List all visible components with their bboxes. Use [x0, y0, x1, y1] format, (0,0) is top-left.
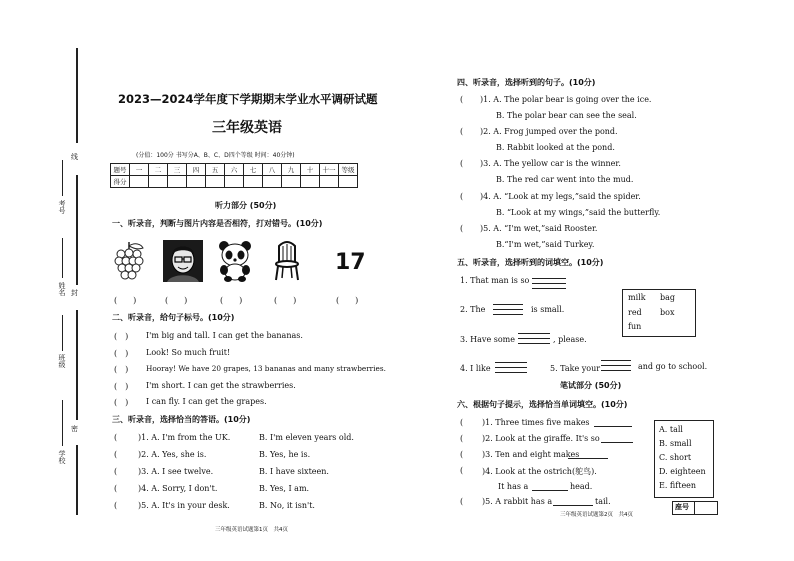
fill-sentence: 4. I like: [460, 364, 491, 373]
name-field[interactable]: [62, 238, 63, 278]
sentence-option-b: B. Rabbit looked at the pond.: [496, 143, 615, 152]
score-input[interactable]: [320, 176, 339, 188]
question-text: )4. Look at the ostrich(鸵鸟).: [482, 467, 597, 476]
fill-blank[interactable]: [493, 302, 523, 315]
score-cell: 八: [263, 164, 282, 176]
score-input[interactable]: [301, 176, 320, 188]
score-cell: 四: [187, 164, 206, 176]
seal-label: 线: [71, 153, 78, 161]
question-option-b: B. Yes, I am.: [259, 484, 310, 493]
score-table: [110, 163, 358, 188]
man-portrait-icon: [163, 240, 203, 282]
answer-bracket[interactable]: (: [460, 466, 464, 475]
sentence-option-a: )1. A. The polar bear is going over the ice.: [480, 95, 652, 104]
fill-blank[interactable]: [518, 331, 550, 344]
section-3-title: 三、听录音，选择恰当的答语。(10分): [112, 415, 251, 424]
fill-sentence: and go to school.: [638, 362, 708, 371]
seat-divider: [694, 501, 695, 515]
answer-bracket[interactable]: ( ): [165, 296, 188, 305]
word-option: milk: [628, 293, 646, 302]
word-option: B. small: [659, 439, 692, 448]
answer-bracket[interactable]: ( ): [114, 349, 129, 358]
question-text: tail.: [595, 497, 611, 506]
sentence-option-b: B. The red car went into the mud.: [496, 175, 634, 184]
answer-bracket[interactable]: (: [114, 433, 118, 442]
question-option-a: )4. A. Sorry, I don't.: [138, 484, 218, 493]
fill-sentence: 1. That man is so: [460, 276, 530, 285]
section-2-title: 二、听录音，给句子标号。(10分): [112, 313, 235, 322]
score-cell: 十: [301, 164, 320, 176]
page-footer: 三年级英语试题第2页 共4页: [560, 512, 633, 518]
sentence-option-b: B. The polar bear can see the seal.: [496, 111, 637, 120]
list-item: I'm short. I can get the strawberries.: [146, 381, 296, 390]
word-option: box: [660, 308, 675, 317]
fill-blank[interactable]: [495, 360, 527, 373]
answer-bracket[interactable]: (: [460, 497, 464, 506]
word-option: E. fifteen: [659, 481, 697, 490]
question-option-a: )5. A. It's in your desk.: [138, 501, 230, 510]
question-text: )5. A rabbit has a: [482, 497, 553, 506]
answer-bracket[interactable]: (: [460, 95, 464, 104]
page-footer: 三年级英语试题第1页 共4页: [215, 527, 288, 533]
exam-no-field[interactable]: [62, 160, 63, 196]
answer-bracket[interactable]: (: [460, 224, 464, 233]
section-4-title: 四、听录音，选择听到的句子。(10分): [457, 78, 596, 87]
binding-line: [76, 445, 78, 515]
answer-bracket[interactable]: ( ): [114, 365, 129, 374]
fill-blank[interactable]: [532, 490, 568, 491]
answer-bracket[interactable]: ( ): [274, 296, 297, 305]
score-cell: 七: [244, 164, 263, 176]
answer-bracket[interactable]: ( ): [114, 296, 137, 305]
answer-bracket[interactable]: ( ): [114, 398, 129, 407]
answer-bracket[interactable]: (: [460, 192, 464, 201]
score-input[interactable]: [263, 176, 282, 188]
question-text: )2. Look at the giraffe. It's so: [482, 434, 600, 443]
answer-bracket[interactable]: (: [114, 484, 118, 493]
question-option-a: )1. A. I'm from the UK.: [138, 433, 231, 442]
answer-bracket[interactable]: (: [460, 127, 464, 136]
listening-header: 听力部分 (50分): [215, 201, 277, 210]
answer-bracket[interactable]: ( ): [114, 382, 129, 391]
class-field[interactable]: [62, 315, 63, 351]
school-label: 学校: [58, 450, 66, 464]
class-label: 班级: [58, 354, 66, 368]
answer-bracket[interactable]: ( ): [114, 332, 129, 341]
seat-label: 座号: [675, 503, 689, 511]
score-cell: 十一: [320, 164, 339, 176]
binding-line: [76, 175, 78, 285]
section-6-title: 六、根据句子提示，选择恰当单词填空。(10分): [457, 400, 628, 409]
score-cell: 九: [282, 164, 301, 176]
name-label: 姓名: [58, 282, 66, 296]
score-input[interactable]: [339, 176, 358, 188]
score-cell: 等级: [339, 164, 358, 176]
fill-sentence: 3. Have some: [460, 335, 515, 344]
grapes-icon: [111, 240, 147, 282]
score-cell: 得分: [111, 176, 130, 188]
fill-sentence: 2. The: [460, 305, 486, 314]
word-option: fun: [628, 322, 642, 331]
seal-label: 密: [71, 425, 78, 433]
list-item: Look! So much fruit!: [146, 348, 231, 357]
section-1-title: 一、听录音，判断与图片内容是否相符，打对错号。(10分): [112, 219, 323, 228]
score-cell: 三: [168, 164, 187, 176]
answer-bracket[interactable]: (: [114, 450, 118, 459]
binding-line: [76, 48, 78, 143]
list-item: I can fly. I can get the grapes.: [146, 397, 267, 406]
question-option-b: B. I'm eleven years old.: [259, 433, 354, 442]
score-table-score-row: [111, 176, 358, 188]
score-cell: 六: [225, 164, 244, 176]
exam-subject: 三年级英语: [212, 120, 282, 136]
answer-bracket[interactable]: (: [114, 467, 118, 476]
answer-bracket[interactable]: ( ): [220, 296, 243, 305]
score-input[interactable]: [244, 176, 263, 188]
word-option: C. short: [659, 453, 692, 462]
answer-bracket[interactable]: (: [114, 501, 118, 510]
seal-label: 封: [71, 289, 78, 297]
answer-bracket[interactable]: (: [460, 434, 464, 443]
written-header: 笔试部分 (50分): [560, 381, 622, 390]
fill-blank[interactable]: [601, 442, 633, 443]
answer-bracket[interactable]: (: [460, 450, 464, 459]
binding-line: [76, 310, 78, 420]
score-cell: 一: [130, 164, 149, 176]
fill-blank[interactable]: [532, 276, 566, 289]
word-option: A. tall: [659, 425, 683, 434]
exam-title: 2023—2024学年度下学期期末学业水平调研试题: [118, 92, 378, 106]
list-item: I'm big and tall. I can get the bananas.: [146, 331, 303, 340]
question-text: head.: [570, 482, 593, 491]
chair-icon: [272, 240, 302, 282]
score-input[interactable]: [206, 176, 225, 188]
school-field[interactable]: [62, 400, 63, 446]
question-option-a: )3. A. I see twelve.: [138, 467, 214, 476]
fill-blank[interactable]: [568, 458, 608, 459]
score-cell: 二: [149, 164, 168, 176]
fill-sentence: is small.: [531, 305, 565, 314]
question-option-b: B. No, it isn't.: [259, 501, 315, 510]
question-option-b: B. I have sixteen.: [259, 467, 329, 476]
question-text: )3. Ten and eight makes: [482, 450, 580, 459]
list-item: Hooray! We have 20 grapes, 13 bananas and many strawberries.: [146, 364, 386, 373]
fill-sentence: , please.: [553, 335, 587, 344]
score-cell: 题号: [111, 164, 130, 176]
score-cell: 五: [206, 164, 225, 176]
answer-bracket[interactable]: (: [460, 418, 464, 427]
sentence-option-b: B.“I'm wet,”said Turkey.: [496, 240, 595, 249]
fill-blank[interactable]: [594, 426, 632, 427]
word-option: D. eighteen: [659, 467, 706, 476]
question-text: )1. Three times five makes: [482, 418, 590, 427]
number-picture: 17: [335, 250, 366, 275]
fill-sentence: 5. Take your: [550, 364, 601, 373]
word-option: red: [628, 308, 642, 317]
question-text: It has a: [498, 482, 529, 491]
sentence-option-a: )2. A. Frog jumped over the pond.: [480, 127, 618, 136]
word-option: bag: [660, 293, 676, 302]
exam-info: (分值：100分 书写分A、B、C、D四个等级 时间：40分钟): [136, 152, 295, 159]
score-input[interactable]: [282, 176, 301, 188]
sentence-option-a: )5. A. “I'm wet,”said Rooster.: [480, 224, 598, 233]
answer-bracket[interactable]: ( ): [336, 296, 359, 305]
fill-blank[interactable]: [553, 505, 593, 506]
score-input[interactable]: [187, 176, 206, 188]
sentence-option-a: )4. A. “Look at my legs,”said the spider.: [480, 192, 641, 201]
sentence-option-b: B. “Look at my wings,”said the butterfly.: [496, 208, 661, 217]
score-input[interactable]: [149, 176, 168, 188]
score-input[interactable]: [130, 176, 149, 188]
exam-no-label: 考号: [58, 200, 66, 214]
score-input[interactable]: [168, 176, 187, 188]
panda-icon: [217, 240, 253, 282]
section-5-title: 五、听录音，选择听到的词填空。(10分): [457, 258, 604, 267]
sentence-option-a: )3. A. The yellow car is the winner.: [480, 159, 621, 168]
question-option-a: )2. A. Yes, she is.: [138, 450, 207, 459]
answer-bracket[interactable]: (: [460, 159, 464, 168]
question-option-b: B. Yes, he is.: [259, 450, 311, 459]
score-input[interactable]: [225, 176, 244, 188]
score-table-header-row: [111, 164, 358, 176]
fill-blank[interactable]: [601, 358, 631, 371]
